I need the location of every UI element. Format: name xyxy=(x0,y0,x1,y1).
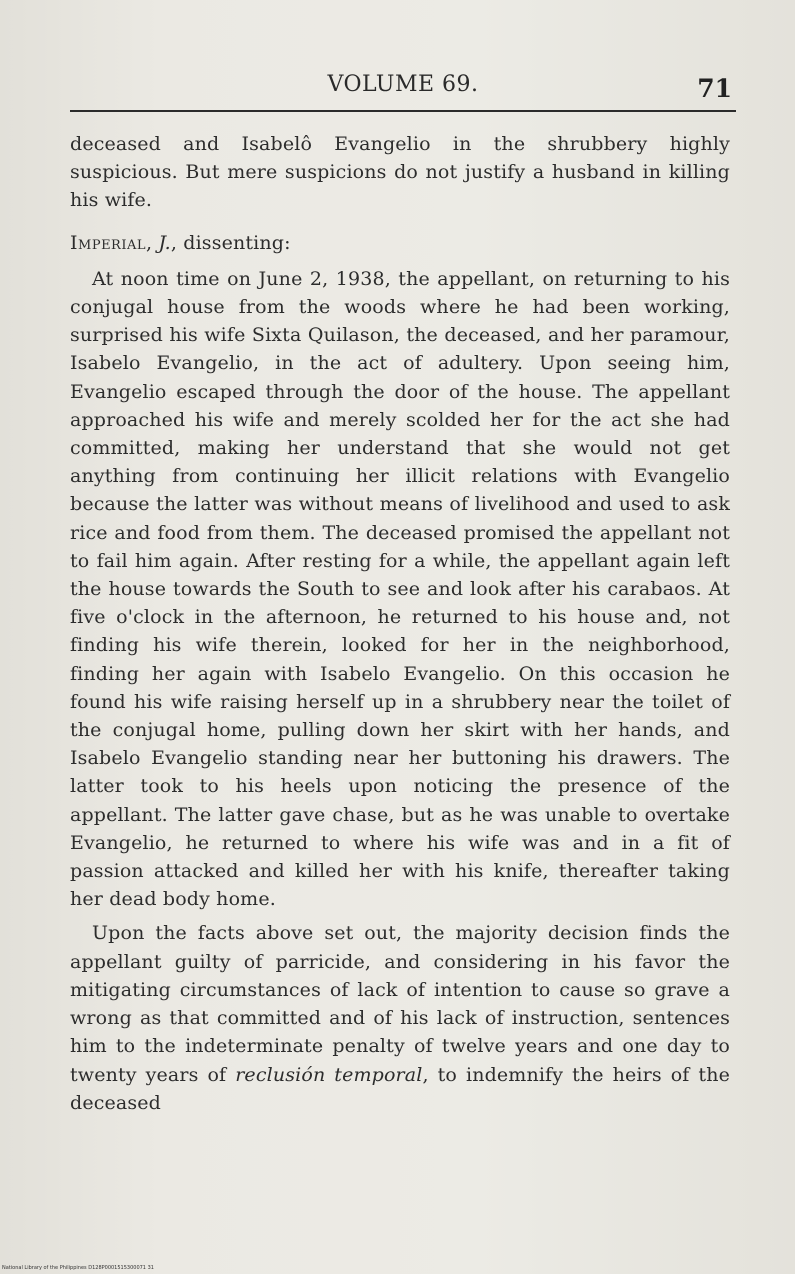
decision-italic-term: reclusión temporal xyxy=(235,1063,423,1086)
page-number: 71 xyxy=(697,74,732,103)
dissent-title: J. xyxy=(158,231,171,254)
decision-text-before: Upon the facts above set out, the majority decision finds the appellant guilty of parricide, and considering in his favor the mitigating circumstances of lack of intention to cause so grave a wrong as that committed and of his lack of instruction, sentences him to the indeterminate penalty of twelve years and one day to twenty years of xyxy=(70,922,730,1086)
scan-source-footer: National Library of the Philippines D128P0001515300071 31 xyxy=(2,1265,154,1271)
facts-paragraph: At noon time on June 2, 1938, the appellant, on returning to his conjugal house from the woods where he had been working, surprised his wife Sixta Quilason, the deceased, and her paramour, Isabelo Evangelio, in the act of adultery. Upon seeing him, Evangelio escaped through the door of the house. The appellant approached his wife and merely scolded her for the act she had committed, making her understand that she would not get anything from continuing her illicit relations with Evangelio because the latter was without means of livelihood and used to ask rice and food from them. The deceased promised the appellant not to fail him again. After resting for a while, the appellant again left the house towards the South to see and look after his carabaos. At five o'clock in the afternoon, he returned to his house and, not finding his wife therein, looked for her in the neighborhood, finding her again with Isabelo Evangelio. On this occasion he found his wife raising herself up in a shrubbery near the toilet of the conjugal home, pulling down her skirt with her hands, and Isabelo Evangelio standing near her buttoning his drawers. The latter took to his heels upon noticing the presence of the appellant. The latter gave chase, but as he was unable to overtake Evangelio, he returned to where his wife was and in a fit of passion attacked and killed her with his knife, thereafter taking her dead body home. xyxy=(70,267,730,911)
running-header xyxy=(70,66,736,112)
body-text xyxy=(70,130,730,1117)
decision-paragraph xyxy=(70,919,730,1116)
volume-label: VOLUME 69. xyxy=(327,72,479,97)
decision-text-after: , to indemnify the heirs of the deceased xyxy=(70,1063,730,1114)
dissent-author: Imperial xyxy=(70,231,146,254)
dissent-heading: Imperial, J., dissenting: xyxy=(70,231,291,254)
continuation-paragraph: deceased and Isabelô Evangelio in the shrubbery highly suspicious. But mere suspicions do not justify a husband in killing his wife. xyxy=(70,133,730,212)
dissent-label: dissenting: xyxy=(183,231,291,254)
